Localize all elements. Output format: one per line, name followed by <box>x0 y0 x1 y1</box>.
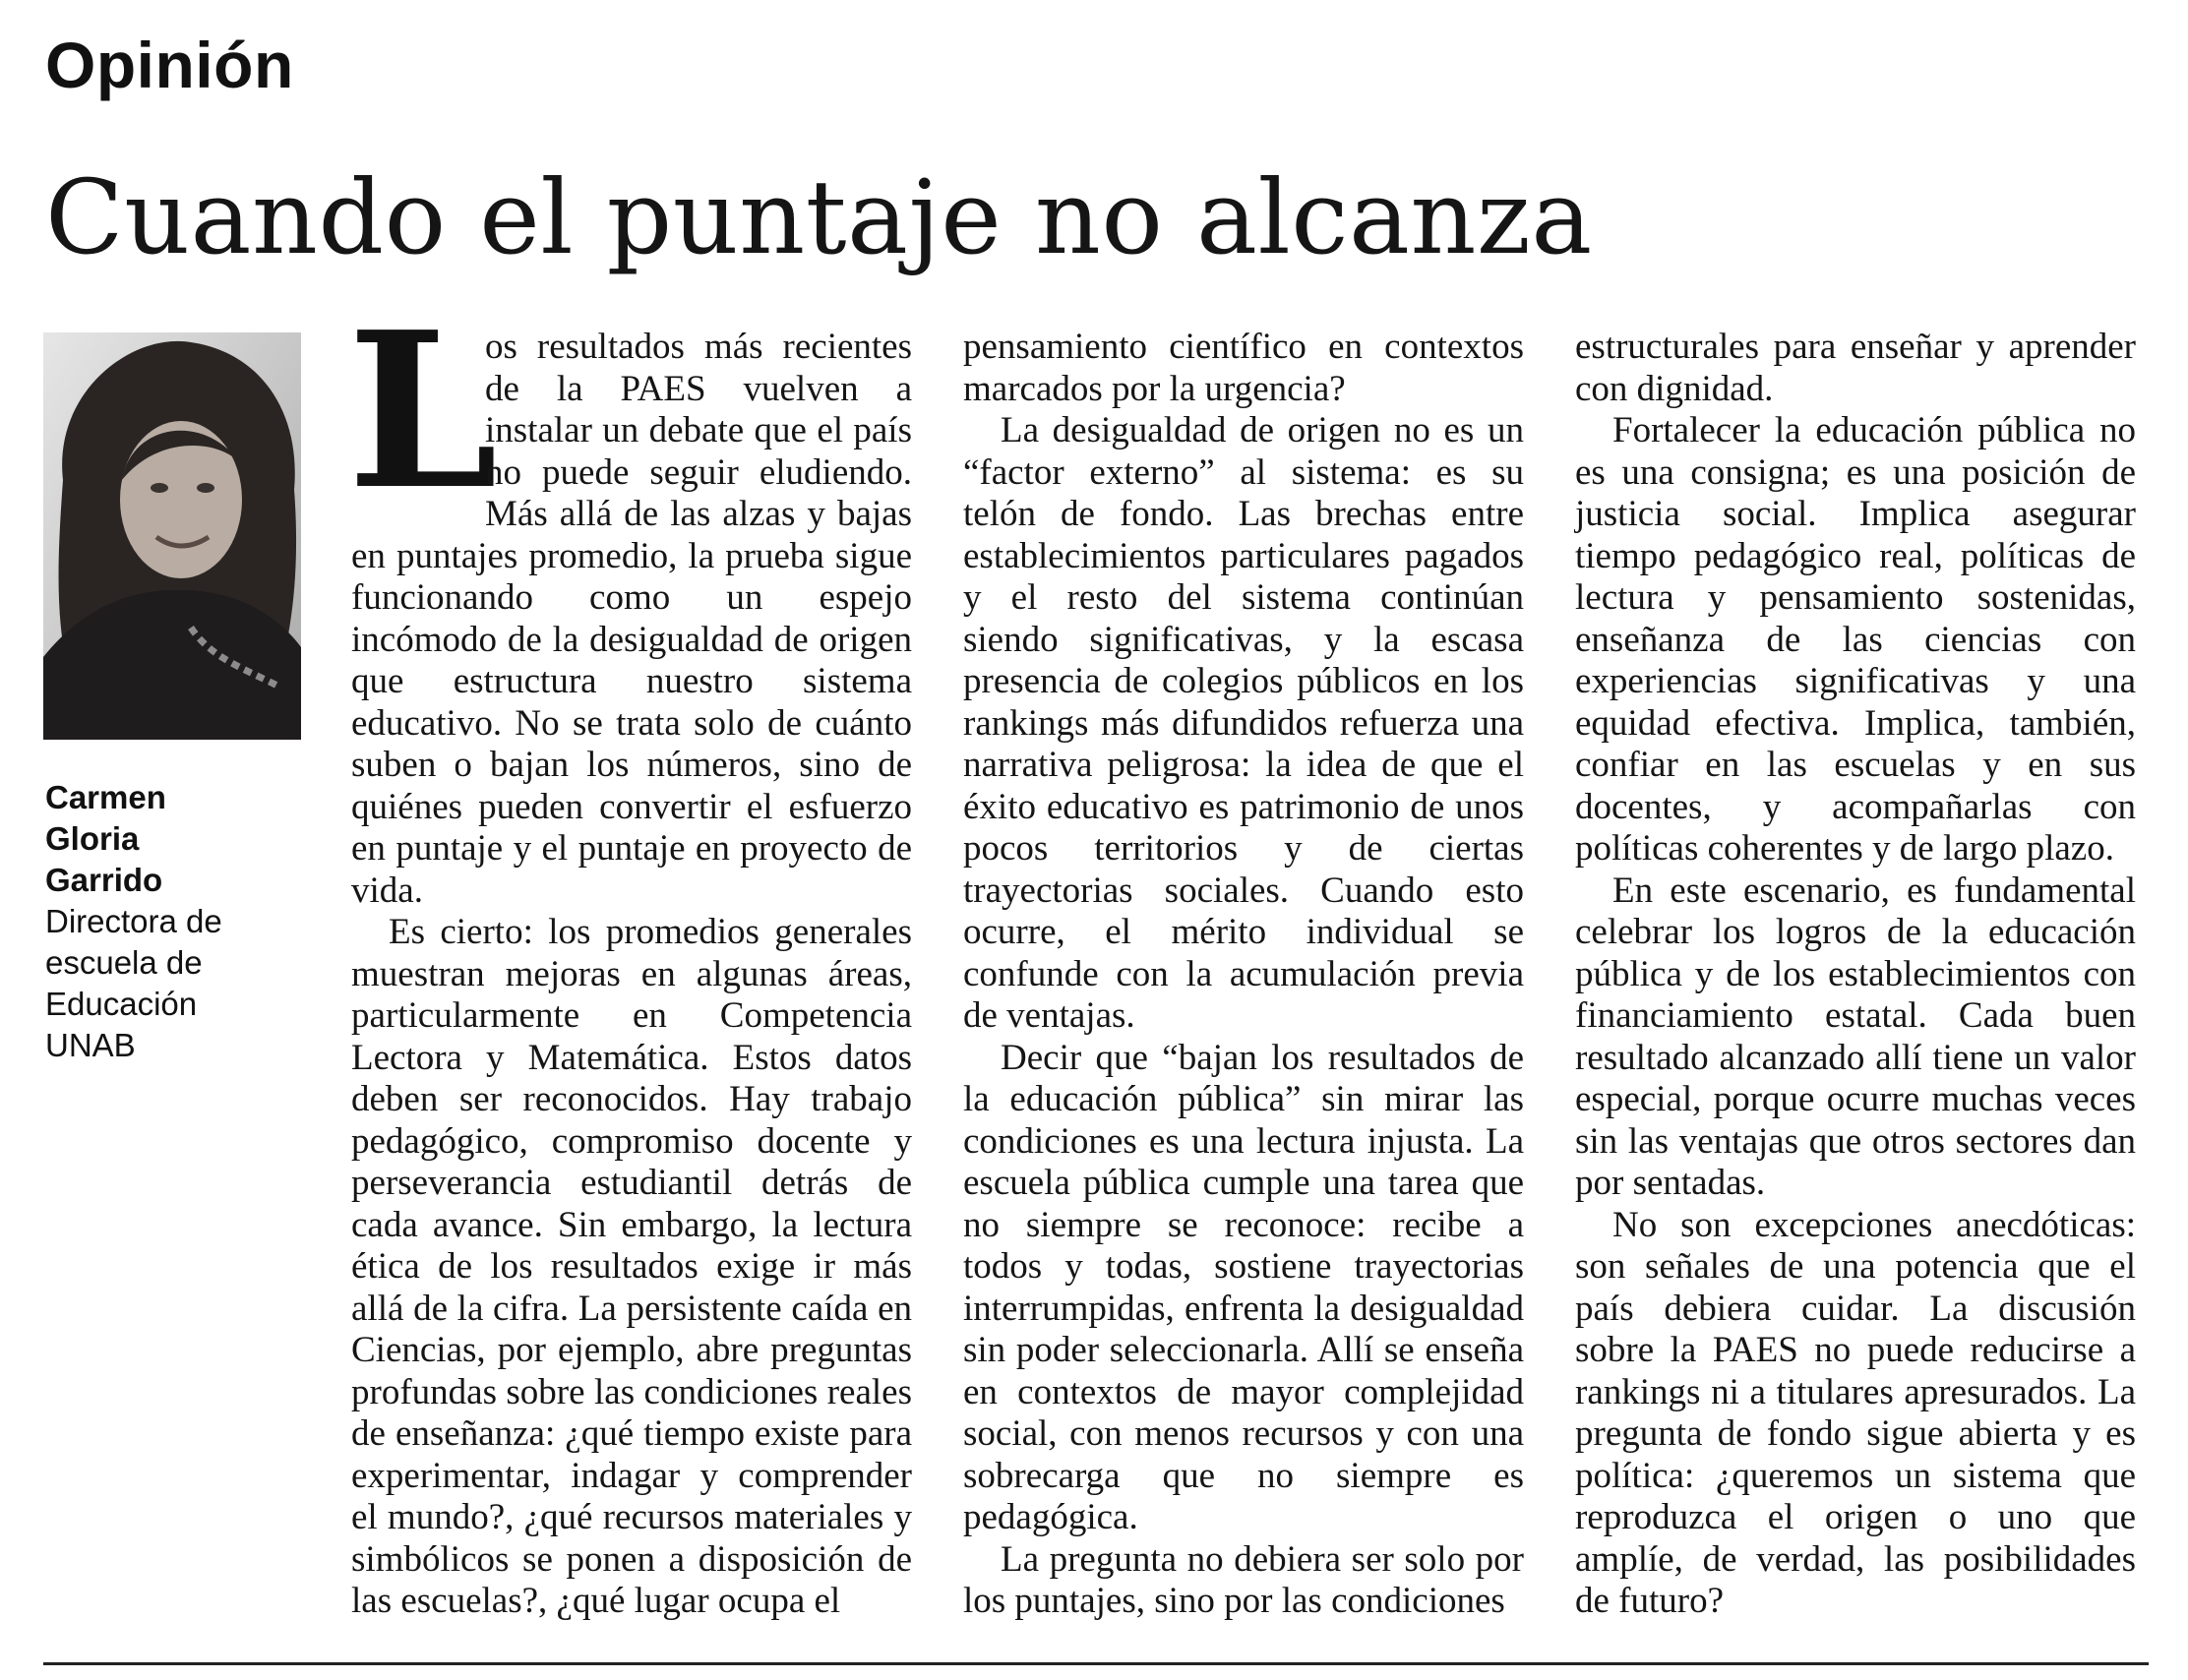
article-paragraph: La pregunta no debiera ser solo por los puntajes, sino por las condiciones <box>963 1538 1524 1621</box>
section-label: Opinión <box>45 29 294 101</box>
author-role-line: Educación <box>45 986 198 1022</box>
author-role-line: Directora de <box>45 903 222 939</box>
author-role-line: escuela de <box>45 944 203 981</box>
article-column-1 <box>347 285 912 1623</box>
author-name-line: Carmen <box>45 779 166 815</box>
bottom-rule <box>43 1662 2149 1665</box>
article-paragraph: La desigualdad de origen no es un “factor externo” al sistema: es su telón de fondo. Las brechas entre establecimientos particulares pagados y el resto del sistema continúan siendo significativas, y la escasa presencia de colegios públicos en los rankings más difundidos refuerza una narrativa peligrosa: la idea de que el éxito educativo es patrimonio de unos pocos territorios y de ciertas trayectorias sociales. Cuando esto ocurre, el mérito individual se confunde con la acumulación previa de ventajas. <box>963 410 1524 1036</box>
article-paragraph <box>347 285 912 912</box>
headline: Cuando el puntaje no alcanza <box>45 157 1593 277</box>
article-paragraph: No son excepciones anecdóticas: son señales de una potencia que el país debiera cuidar. La discusión sobre la PAES no puede reducirse a rankings ni a titulares apresurados. La pregunta de fondo sigue abierta y es política: ¿queremos un sistema que reproduzca el origen o uno que amplíe, de verdad, las posibilidades de futuro? <box>1575 1204 2136 1621</box>
article-column-2 <box>963 327 1524 1623</box>
article-column-3 <box>1575 327 2136 1623</box>
author-byline <box>45 777 281 1066</box>
author-name-line: Gloria <box>45 820 140 857</box>
author-role-line: UNAB <box>45 1027 136 1063</box>
author-photo <box>43 332 301 740</box>
drop-cap: L <box>347 285 499 537</box>
article-paragraph: Es cierto: los promedios generales muestran mejoras en algunas áreas, particularmente en Competencia Lectora y Matemática. Estos datos deben ser reconocidos. Hay trabajo pedagógico, compromiso docente y perseverancia estudiantil detrás de cada avance. Sin embargo, la lectura ética de los resultados exige ir más allá de la cifra. La persistente caída en Ciencias, por ejemplo, abre preguntas profundas sobre las condiciones reales de enseñanza: ¿qué tiempo existe para experimentar, indagar y comprender el mundo?, ¿qué recursos materiales y simbólicos se ponen a disposición de las escuelas?, ¿qué lugar ocupa el <box>351 912 912 1621</box>
article-paragraph: Fortalecer la educación pública no es una consigna; es una posición de justicia social. Implica asegurar tiempo pedagógico real, políticas de lectura y pensamiento sostenidas, enseñanza de las ciencias con experiencias significativas y una equidad efectiva. Implica, también, confiar en las escuelas y en sus docentes, y acompañarlas con políticas coherentes y de largo plazo. <box>1575 410 2136 869</box>
author-name-line: Garrido <box>45 862 163 898</box>
paragraph-text: os resultados más recientes de la PAES vuelven a instalar un debate que el país no puede seguir eludiendo. Más allá de las alzas y bajas en puntajes promedio, la prueba sigue funcionando como un espejo incómodo de la desigualdad de origen que estructura nuestro sistema educativo. No se trata solo de cuánto suben o bajan los números, sino de quiénes pueden convertir el esfuerzo en puntaje y el puntaje en proyecto de vida. <box>351 327 912 911</box>
article-paragraph: pensamiento científico en contextos marcados por la urgencia? <box>963 327 1524 409</box>
article-paragraph: Decir que “bajan los resultados de la educación pública” sin mirar las condiciones es una lectura injusta. La escuela pública cumple una tarea que no siempre se reconoce: recibe a todos y todas, sostiene trayectorias interrumpidas, enfrenta la desigualdad sin poder seleccionarla. Allí se enseña en contextos de mayor complejidad social, con menos recursos y con una sobrecarga que no siempre es pedagógica. <box>963 1037 1524 1537</box>
article-paragraph: En este escenario, es fundamental celebrar los logros de la educación pública y de los establecimientos con financiamiento estatal. Cada buen resultado alcanzado allí tiene un valor especial, porque ocurre muchas veces sin las ventajas que otros sectores dan por sentadas. <box>1575 870 2136 1203</box>
article-paragraph: estructurales para enseñar y aprender con dignidad. <box>1575 327 2136 409</box>
